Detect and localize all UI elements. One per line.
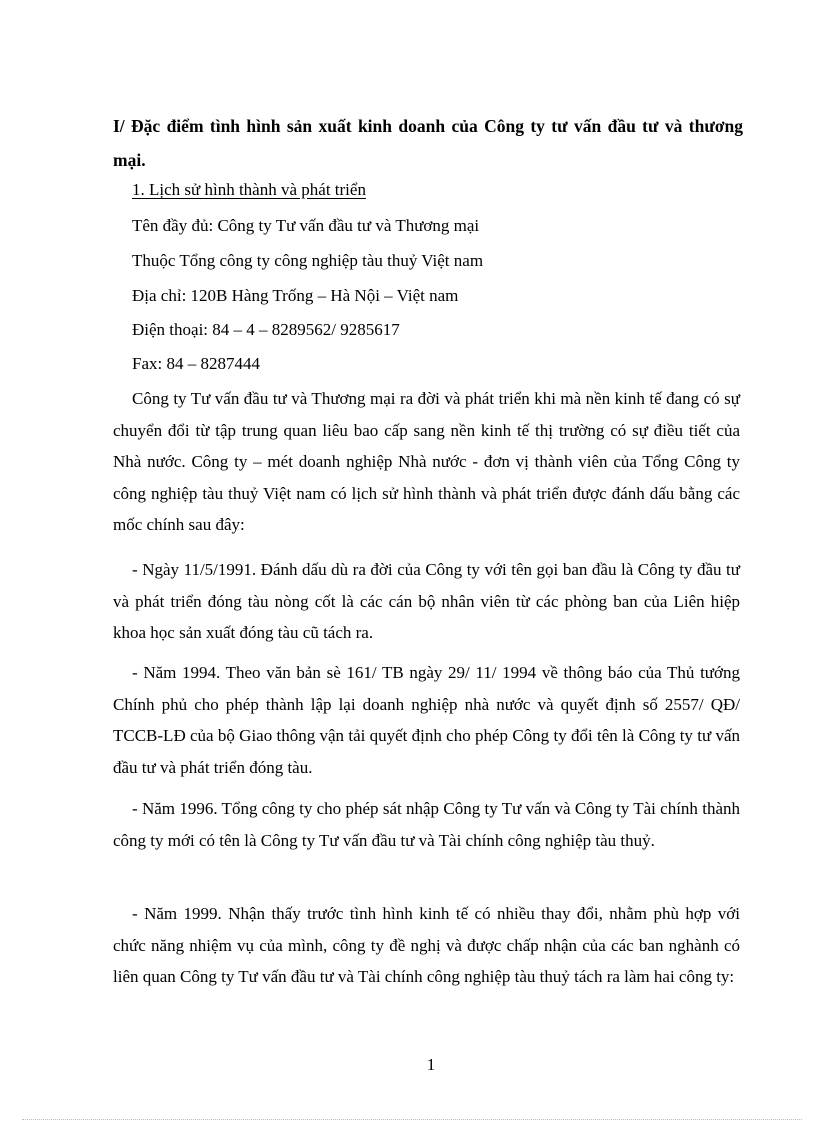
section-title: 1. Lịch sử hình thành và phát triển (132, 180, 366, 199)
info-parent-company: Thuộc Tổng công ty công nghiệp tàu thuỷ Việt nam (132, 251, 484, 270)
info-full-name: Tên đầy đủ: Công ty Tư vấn đầu tư và Thương mại (132, 216, 480, 235)
paragraph-1994: - Năm 1994. Theo văn bản sè 161/ TB ngày 29/ 11/ 1994 về thông báo của Thủ tướng Chính phủ cho phép thành lập lại doanh nghiệp nhà nước và quyết định số 2557/ QĐ/ TCCB-LĐ của bộ Giao thông vận tải quyết định cho phép Công ty đổi tên là Công ty tư vấn đầu tư và phát triển đóng tàu. (113, 663, 740, 777)
page-number: 1 (426, 1055, 436, 1074)
document-heading: I/ Đặc điểm tình hình sản xuất kinh doanh của Công ty tư vấn đầu tư và thương mại. (113, 116, 743, 170)
paragraph-intro: Công ty Tư vấn đầu tư và Thương mại ra đời và phát triển khi mà nền kinh tế đang có sự chuyển đổi từ tập trung quan liêu bao cấp sang nền kinh tế thị trường có sự điều tiết của Nhà nước. Công ty – mét doanh nghiệp Nhà nước - đơn vị thành viên của Tổng Công ty công nghiệp tàu thuỷ Việt nam có lịch sử hình thành và phát triển được đánh dấu bằng các mốc chính sau đây: (113, 389, 740, 534)
info-phone: Điện thoại: 84 – 4 – 8289562/ 9285617 (132, 320, 400, 339)
paragraph-1996: - Năm 1996. Tổng công ty cho phép sát nhập Công ty Tư vấn và Công ty Tài chính thành công ty mới có tên là Công ty Tư vấn đầu tư và Tài chính công nghiệp tàu thuỷ. (113, 799, 740, 850)
footer-divider (22, 1119, 802, 1120)
info-fax: Fax: 84 – 8287444 (132, 354, 260, 373)
paragraph-1999: - Năm 1999. Nhận thấy trước tình hình kinh tế có nhiều thay đổi, nhằm phù hợp với chức năng nhiệm vụ của mình, công ty đề nghị và được chấp nhận của các ban nghành có liên quan Công ty Tư vấn đầu tư và Tài chính công nghiệp tàu thuỷ tách ra làm hai công ty: (113, 904, 740, 986)
paragraph-1991: - Ngày 11/5/1991. Đánh dấu dù ra đời của Công ty với tên gọi ban đầu là Công ty đầu tư và phát triển đóng tàu nòng cốt là các cán bộ nhân viên từ các phòng ban của Liên hiệp khoa học sản xuất đóng tàu cũ tách ra. (113, 560, 740, 642)
info-address: Địa chỉ: 120B Hàng Trống – Hà Nội – Việt nam (132, 286, 459, 305)
